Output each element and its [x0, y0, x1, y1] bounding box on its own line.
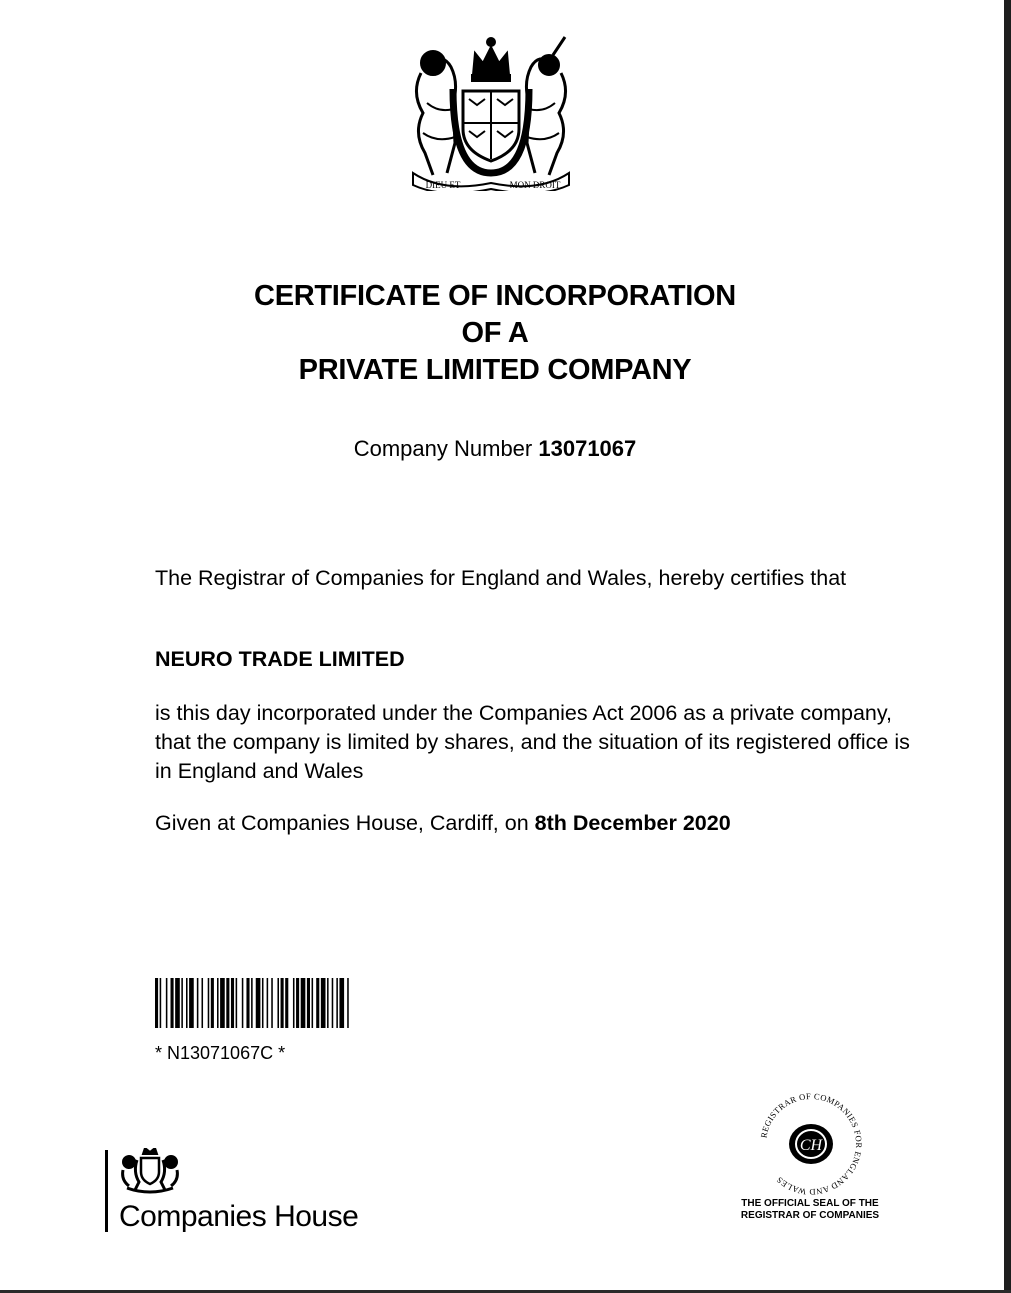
barcode-bar [186, 978, 188, 1028]
companies-house-logo [105, 1148, 395, 1238]
barcode-bar [301, 978, 306, 1028]
companies-house-crest-icon [119, 1148, 181, 1194]
logo-divider [105, 1150, 108, 1232]
barcode-bar [155, 978, 158, 1028]
barcode-bar [336, 978, 338, 1028]
barcode-bar [316, 978, 319, 1028]
barcode-bar [220, 978, 225, 1028]
barcode-bar [246, 978, 249, 1028]
barcode-bar [175, 978, 180, 1028]
barcode-bar [281, 978, 284, 1028]
svg-text:CH: CH [799, 1137, 823, 1154]
barcode-bar [242, 978, 244, 1028]
title-line-2: OF A [461, 317, 529, 349]
barcode-bar [339, 978, 344, 1028]
seal-caption [712, 1198, 908, 1222]
barcode-bar [271, 978, 273, 1028]
title-line-1: CERTIFICATE OF INCORPORATION [254, 280, 736, 312]
company-number-label: Company Number [353, 436, 533, 461]
registrar-intro: The Registrar of Companies for England and Wales, hereby certifies that [155, 566, 847, 590]
barcode-bar [347, 978, 349, 1028]
barcode-bar [251, 978, 253, 1028]
barcode-bar [236, 978, 238, 1028]
barcode-bar [262, 978, 264, 1028]
scan-edge-right [1004, 0, 1011, 1293]
svg-text:DIEU ET: DIEU ET [425, 180, 461, 190]
svg-text:MON DROIT: MON DROIT [509, 180, 561, 190]
barcode-bar [171, 978, 174, 1028]
barcode-bar [211, 978, 214, 1028]
barcode-bar [181, 978, 183, 1028]
company-name: NEURO TRADE LIMITED [155, 647, 405, 671]
barcode-bar [293, 978, 295, 1028]
svg-text:REGISTRAR OF COMPANIES FOR ENG: REGISTRAR OF COMPANIES FOR ENGLAND AND WALES [758, 1092, 865, 1196]
given-at-prefix: Given at Companies House, Cardiff, on [155, 811, 529, 835]
barcode-bar [312, 978, 314, 1028]
barcode-bar [166, 978, 168, 1028]
barcode-icon [155, 978, 520, 1028]
title-line-3: PRIVATE LIMITED COMPANY [298, 354, 692, 386]
barcode-bar [160, 978, 162, 1028]
seal-caption-line-1: THE OFFICIAL SEAL OF THE [741, 1198, 879, 1209]
barcode-bar [332, 978, 334, 1028]
barcode-bar [189, 978, 194, 1028]
barcode-bar [208, 978, 210, 1028]
organisation-name: Companies House [119, 1200, 359, 1233]
barcode-bar [267, 978, 269, 1028]
barcode-bar [307, 978, 310, 1028]
barcode-bar [296, 978, 299, 1028]
barcode-text: * N13071067C * [155, 1043, 286, 1063]
given-at-line [155, 809, 915, 838]
company-number-value: 13071067 [538, 436, 637, 461]
company-number [0, 436, 990, 462]
barcode-bar [256, 978, 261, 1028]
barcode-bar [202, 978, 204, 1028]
incorporation-date: 8th December 2020 [534, 811, 731, 835]
barcode-bar [226, 978, 229, 1028]
royal-coat-of-arms-icon [403, 33, 579, 191]
incorporation-statement: is this day incorporated under the Companies Act 2006 as a private company, that the company is limited by shares, and the situation of its registered office is in England and Wales [155, 701, 910, 783]
barcode-bar [277, 978, 279, 1028]
barcode-bar [217, 978, 219, 1028]
barcode-bar [197, 978, 199, 1028]
barcode-bar [321, 978, 326, 1028]
certificate-title [0, 278, 990, 389]
seal-caption-line-2: REGISTRAR OF COMPANIES [740, 1210, 880, 1221]
barcode-bar [327, 978, 329, 1028]
barcode-bar [285, 978, 288, 1028]
official-seal-icon [752, 1092, 870, 1196]
barcode-bar [231, 978, 234, 1028]
